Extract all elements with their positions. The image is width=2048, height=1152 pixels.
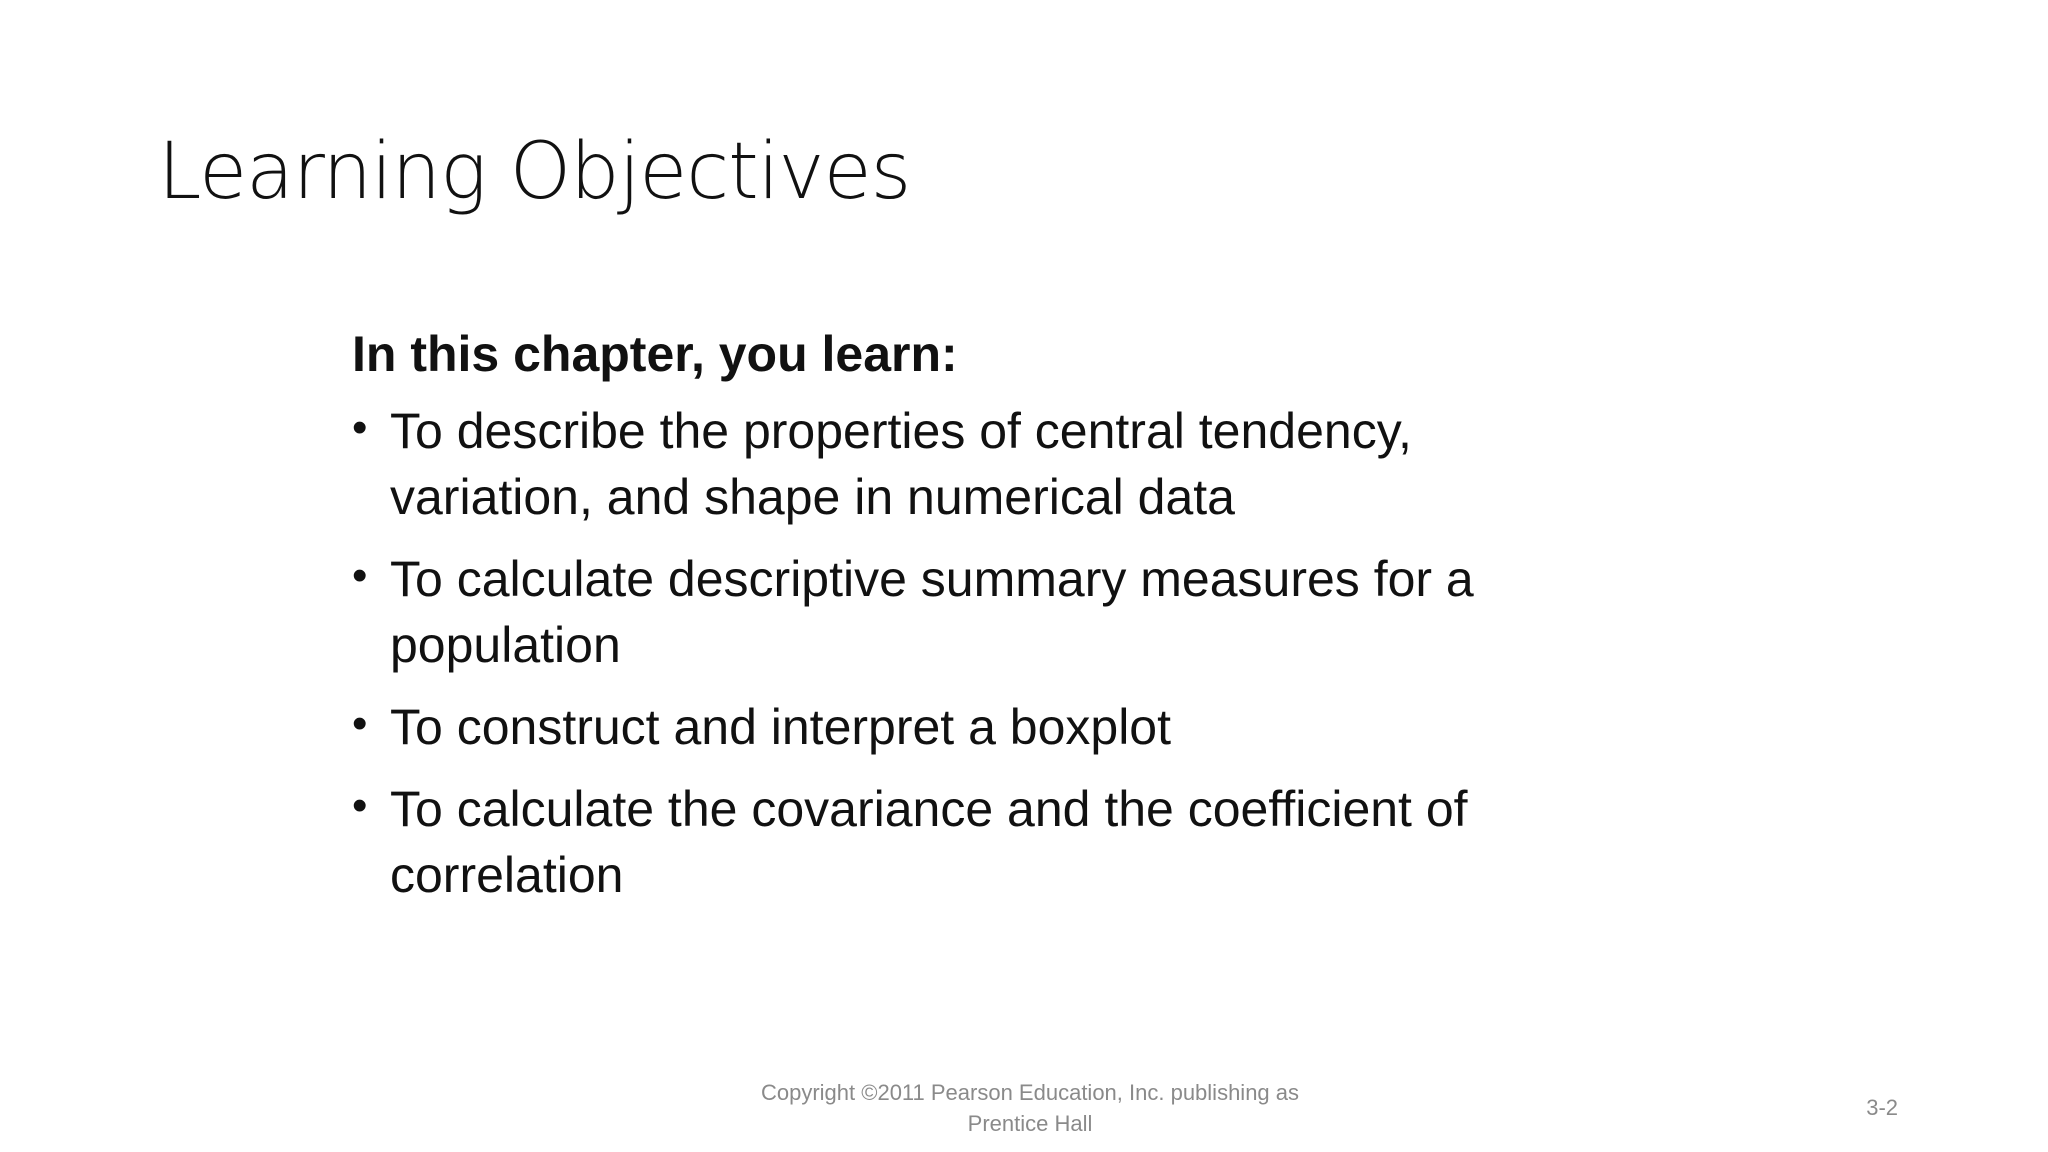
slide-number: 3-2	[1866, 1095, 1898, 1120]
objective-line: To construct and interpret a boxplot	[390, 699, 1172, 755]
slide-title: Learning Objectives	[158, 127, 911, 217]
footer-copyright	[700, 1077, 1360, 1139]
copyright-line: Copyright ©2011 Pearson Education, Inc. publishing as	[760, 1080, 1300, 1105]
bullet-icon: •	[352, 403, 368, 452]
objective-line: To calculate descriptive summary measures for a	[390, 551, 1474, 607]
objective-line: To calculate the covariance and the coefficient of	[390, 781, 1468, 837]
objective-item	[352, 694, 1652, 760]
intro-text: In this chapter, you learn:	[352, 326, 958, 382]
objective-line: variation, and shape in numerical data	[390, 469, 1235, 525]
objective-line: To describe the properties of central tendency,	[390, 403, 1412, 459]
bullet-icon: •	[352, 551, 368, 600]
bullet-icon: •	[352, 699, 368, 748]
objectives-list	[352, 398, 1652, 908]
objective-line: correlation	[390, 847, 624, 903]
objective-item	[352, 546, 1652, 678]
objective-item	[352, 776, 1652, 908]
bullet-icon: •	[352, 781, 368, 830]
objective-item	[352, 398, 1652, 530]
objective-line: population	[390, 617, 621, 673]
copyright-line: Prentice Hall	[967, 1111, 1093, 1136]
slide-content	[352, 318, 1652, 924]
